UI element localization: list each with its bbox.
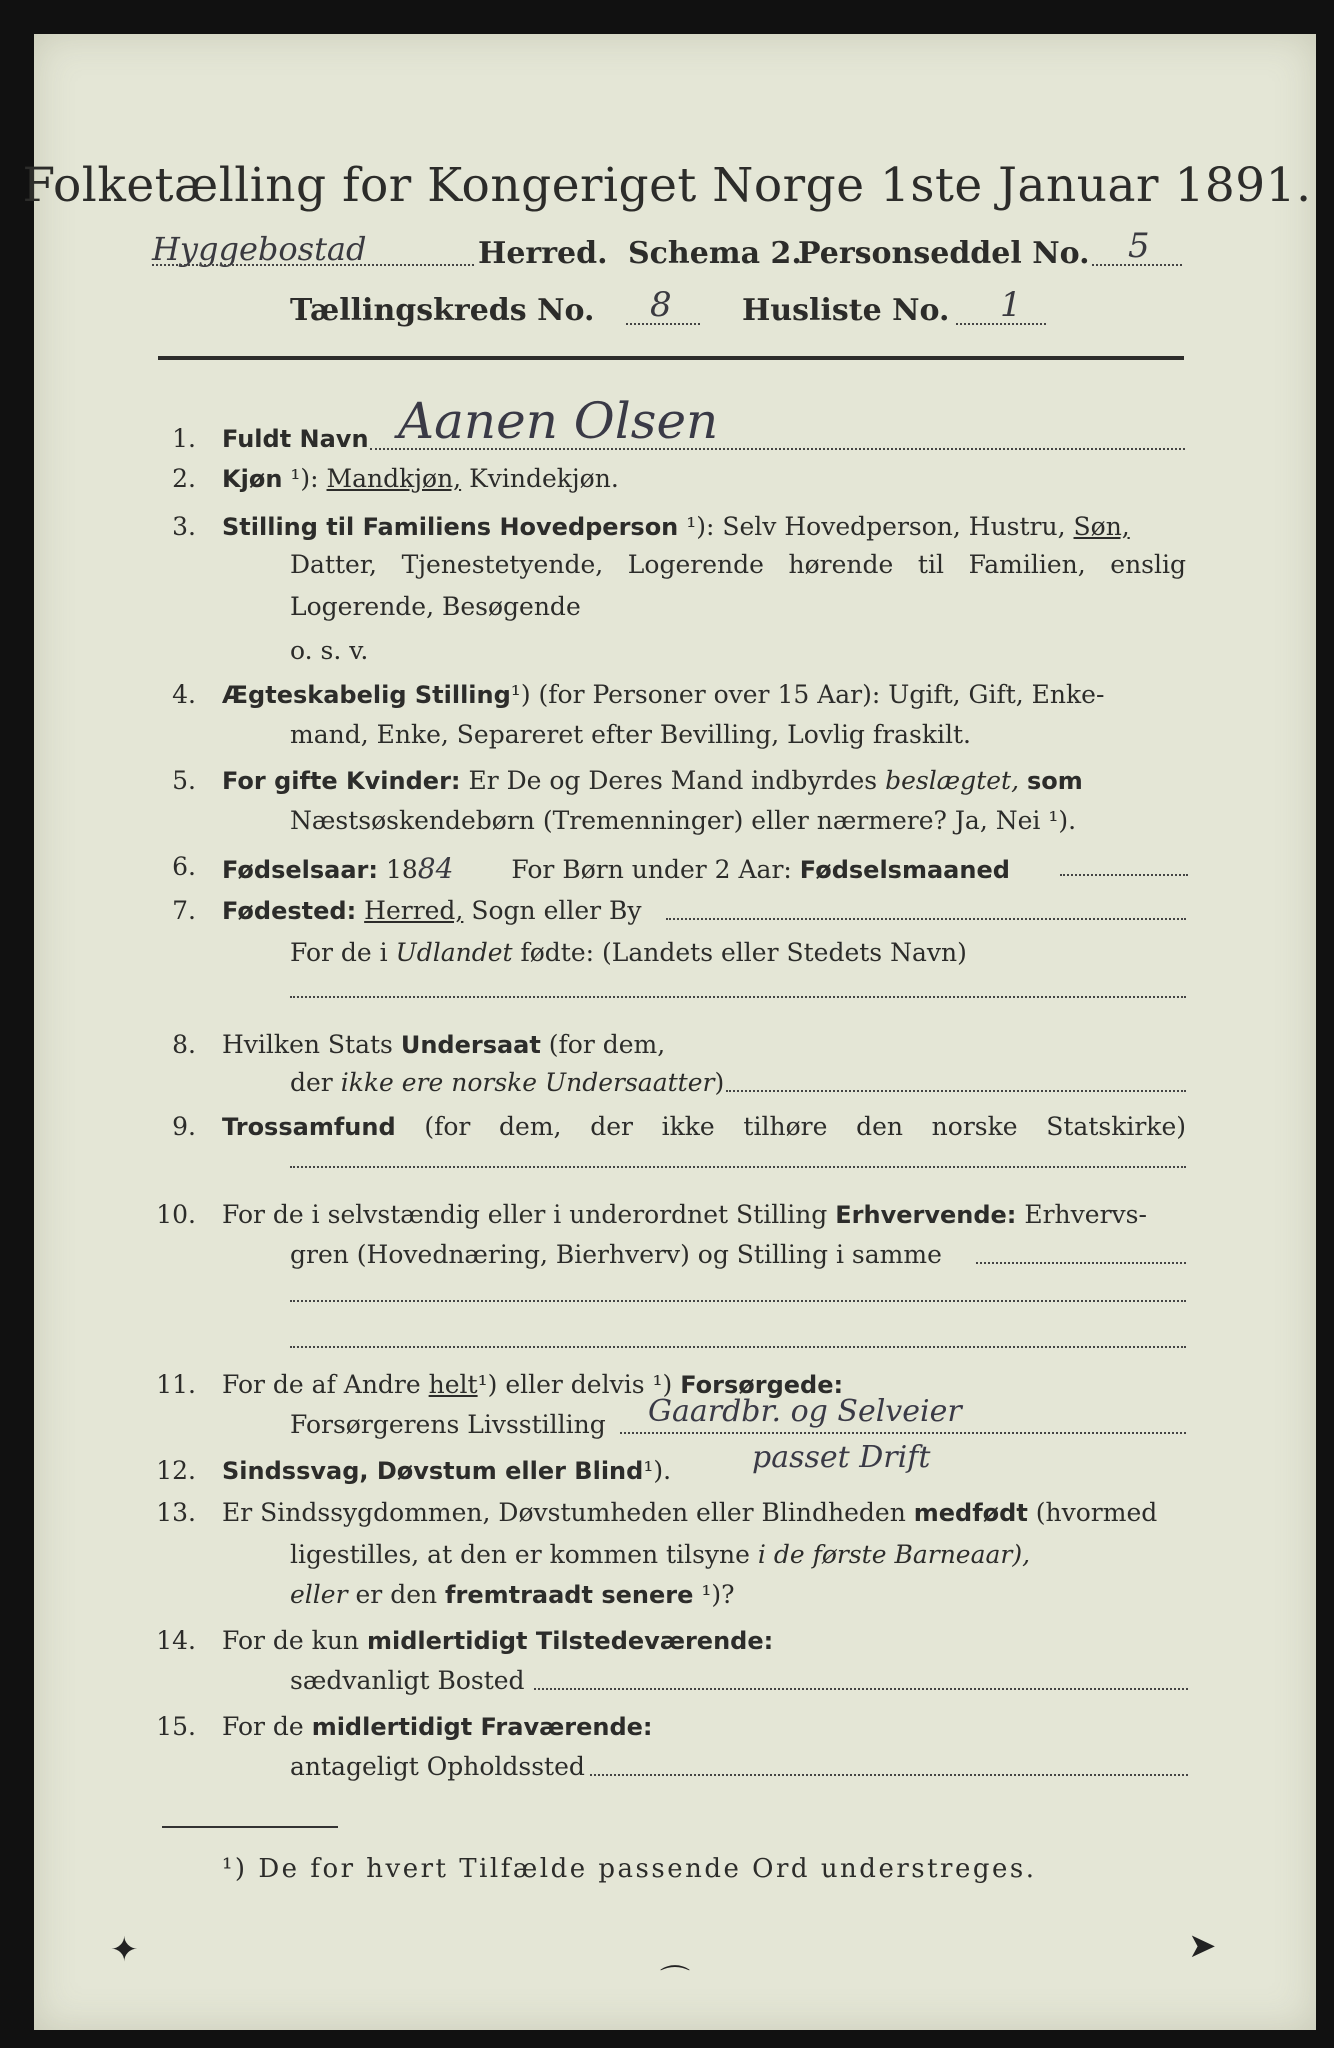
item-1-label: Fuldt Navn xyxy=(222,425,369,453)
item-11-line2: Forsørgerens Livsstilling xyxy=(290,1410,606,1439)
item-6-text: Fødselsaar: 1884 For Børn under 2 Aar: Fødselsmaaned xyxy=(222,852,1010,885)
item-7-line2: For de i Udlandet fødte: (Landets eller Stedets Navn) xyxy=(290,938,967,967)
item-number: 13. xyxy=(156,1498,196,1527)
item-number: 15. xyxy=(156,1712,196,1741)
item-number: 12. xyxy=(156,1456,196,1485)
item-10-dots xyxy=(976,1262,1186,1264)
item-number: 8. xyxy=(172,1030,196,1059)
personseddel-label: Personseddel No. xyxy=(798,236,1090,271)
item-4-line2: mand, Enke, Separeret efter Bevilling, Lovlig fraskilt. xyxy=(290,720,971,749)
item-4-line1: Ægteskabelig Stilling¹) (for Personer over 15 Aar): Ugift, Gift, Enke- xyxy=(222,680,1105,709)
item-9-line1: Trossamfund (for dem, der ikke tilhøre den norske Statskirke) xyxy=(222,1112,1186,1141)
item-8-dots xyxy=(726,1090,1186,1092)
answer-provider: Gaardbr. og Selveier xyxy=(648,1394,962,1429)
item-7-dots xyxy=(666,918,1186,920)
item-11-dots xyxy=(620,1432,1186,1434)
answer-birthyear: 84 xyxy=(417,852,454,885)
item-number: 5. xyxy=(172,766,196,795)
husliste-label: Husliste No. xyxy=(742,293,950,328)
kreds-dots xyxy=(626,323,700,325)
item-3-line1: Stilling til Familiens Hovedperson ¹): Selv Hovedperson, Hustru, Søn, xyxy=(222,512,1130,541)
item-13-line3: eller er den fremtraadt senere ¹)? xyxy=(290,1580,735,1609)
item-10-dots-3 xyxy=(290,1346,1186,1348)
registration-mark-center: ⌒ xyxy=(660,1964,690,1999)
item-11-line1: For de af Andre helt¹) eller delvis ¹) Forsørgede: xyxy=(222,1370,844,1399)
personseddel-dots xyxy=(1092,264,1182,266)
item-number: 3. xyxy=(172,512,196,541)
item-13-line2: ligestilles, at den er kommen tilsyne i de første Barneaar), xyxy=(290,1540,1031,1569)
item-number: 7. xyxy=(172,896,196,925)
underlined-answer: Søn, xyxy=(1073,512,1130,541)
item-14-line1: For de kun midlertidigt Tilstedeværende: xyxy=(222,1626,774,1655)
item-1-dots xyxy=(370,448,1185,450)
item-5-line1: For gifte Kvinder: Er De og Deres Mand indbyrdes beslægtet, som xyxy=(222,766,1083,795)
item-number: 6. xyxy=(172,852,196,881)
kreds-value: 8 xyxy=(650,285,672,325)
item-number: 9. xyxy=(172,1112,196,1141)
item-number: 4. xyxy=(172,680,196,709)
item-number: 10. xyxy=(156,1200,196,1229)
footnote: ¹) De for hvert Tilfælde passende Ord understreges. xyxy=(222,1854,1037,1884)
husliste-dots xyxy=(956,323,1046,325)
kreds-label: Tællingskreds No. xyxy=(290,293,595,328)
header-kreds-line xyxy=(290,285,1090,337)
registration-mark-right: ➤ xyxy=(1188,1926,1217,1966)
schema-label: Schema 2. xyxy=(628,236,802,271)
item-number: 2. xyxy=(172,464,196,493)
item-14-line2: sædvanligt Bosted xyxy=(290,1666,525,1695)
herred-dots xyxy=(152,264,474,266)
underlined-answer: Mandkjøn, xyxy=(326,464,462,493)
husliste-value: 1 xyxy=(1000,285,1022,325)
item-13-line1: Er Sindssygdommen, Døvstumheden eller Blindheden medfødt (hvormed xyxy=(222,1498,1158,1527)
item-15-line2: antageligt Opholdssted xyxy=(290,1752,585,1781)
item-10-dots-2 xyxy=(290,1300,1186,1302)
item-10-line1: For de i selvstændig eller i underordnet Stilling Erhvervende: Erhvervs- xyxy=(222,1200,1147,1229)
item-14-dots xyxy=(534,1688,1188,1690)
answer-name: Aanen Olsen xyxy=(398,392,719,450)
answer-condition: passet Drift xyxy=(752,1440,931,1475)
underlined-answer: Herred, xyxy=(364,896,464,925)
item-10-line2: gren (Hovednæring, Bierhverv) og Stilling i samme xyxy=(290,1240,942,1269)
item-9-dots xyxy=(290,1166,1186,1168)
item-15-line1: For de midlertidigt Fraværende: xyxy=(222,1712,653,1741)
footnote-rule xyxy=(162,1826,338,1828)
item-3-line3: Logerende, Besøgende xyxy=(290,592,581,621)
item-5-line2: Næstsøskendebørn (Tremenninger) eller nærmere? Ja, Nei ¹). xyxy=(290,806,1077,835)
header-rule xyxy=(158,356,1184,360)
item-7-line1: Fødested: Herred, Sogn eller By xyxy=(222,896,642,925)
item-number: 14. xyxy=(156,1626,196,1655)
item-3-line4: o. s. v. xyxy=(290,636,369,665)
header-herred-line xyxy=(152,226,1182,276)
personseddel-value: 5 xyxy=(1128,226,1150,266)
item-15-dots xyxy=(590,1774,1188,1776)
registration-mark-left: ✦ xyxy=(110,1930,139,1970)
underlined-answer: helt xyxy=(428,1370,478,1399)
herred-value: Hyggebostad xyxy=(152,230,367,268)
item-8-line2: der ikke ere norske Undersaatter) xyxy=(290,1068,725,1097)
item-6-dots xyxy=(1060,874,1188,876)
item-number: 11. xyxy=(156,1370,196,1399)
item-12-text: Sindssvag, Døvstum eller Blind¹). xyxy=(222,1456,672,1485)
item-2-text: Kjøn ¹): Mandkjøn, Kvindekjøn. xyxy=(222,464,619,493)
item-3-line2: Datter, Tjenestetyende, Logerende hørende til Familien, enslig xyxy=(290,550,1186,579)
item-7-dots-2 xyxy=(290,996,1186,998)
item-8-line1: Hvilken Stats Undersaat (for dem, xyxy=(222,1030,666,1059)
herred-label: Herred. xyxy=(478,236,608,271)
form-title: Folketælling for Kongeriget Norge 1ste Januar 1891. xyxy=(22,158,1312,213)
item-number: 1. xyxy=(172,424,196,453)
